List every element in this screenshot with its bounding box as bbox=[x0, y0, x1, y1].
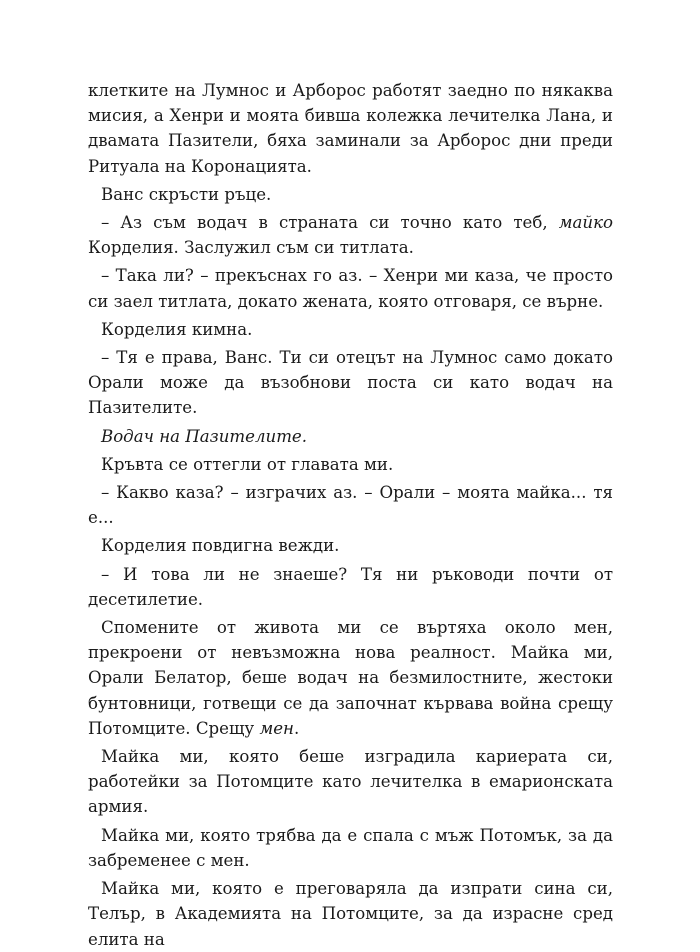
text-segment: – Какво каза? – изграчих аз. – Орали – моята майка... тя е... bbox=[88, 483, 613, 528]
italic-text-segment: мен bbox=[259, 718, 294, 738]
paragraph bbox=[88, 480, 613, 530]
text-segment: Майка ми, която беше изградила кариерата си, работейки за Потомците като лечителка в емарионската армия. bbox=[88, 747, 613, 817]
text-segment: Корделия. Заслужил съм си титлата. bbox=[88, 238, 414, 258]
paragraph bbox=[88, 823, 613, 873]
paragraph bbox=[88, 452, 613, 477]
text-segment: – Аз съм водач в страната си точно като теб, bbox=[101, 213, 559, 233]
paragraph bbox=[88, 615, 613, 741]
paragraph bbox=[88, 744, 613, 820]
text-segment: . bbox=[293, 718, 300, 738]
text-segment: – Така ли? – прекъснах го аз. – Хенри ми каза, че просто си заел титлата, докато жената, която отговаря, се върне. bbox=[88, 266, 613, 311]
paragraph bbox=[88, 345, 613, 421]
text-segment: Корделия повдигна вежди. bbox=[101, 536, 340, 556]
paragraph bbox=[88, 210, 613, 260]
book-page-body bbox=[88, 78, 613, 952]
text-segment: Корделия кимна. bbox=[101, 319, 253, 339]
text-segment: Ванс скръсти ръце. bbox=[101, 184, 272, 204]
text-segment: Майка ми, която е преговаряла да изпрати сина си, Телър, в Академията на Потомците, за да израсне сред елита на bbox=[88, 879, 613, 949]
italic-text-segment: майко bbox=[558, 213, 613, 233]
paragraph bbox=[88, 182, 613, 207]
text-segment: Майка ми, която трябва да е спала с мъж Потомък, за да забременее с мен. bbox=[88, 825, 613, 870]
text-segment: – И това ли не знаеше? Тя ни ръководи почти от десетилетие. bbox=[88, 564, 613, 609]
text-segment: Спомените от живота ми се въртяха около мен, прекроени от невъзможна нова реалност. Майка ми, Орали Белатор, беше водач на безмилостните, жестоки бунтовници, готвещи се да започнат кървава война срещу Потомците. Срещу bbox=[88, 618, 613, 738]
text-segment: клетките на Лумнос и Арборос работят заедно по някаква мисия, а Хенри и моята бивша колежка лечителка Лана, и двамата Пазители, бяха заминали за Арборос дни преди Ритуала на Коронацията. bbox=[88, 81, 613, 176]
text-segment: – Тя е права, Ванс. Ти си отецът на Лумнос само докато Орали може да възобнови поста си като водач на Пазителите. bbox=[88, 348, 613, 418]
paragraph bbox=[88, 876, 613, 952]
paragraph bbox=[88, 78, 613, 179]
paragraph bbox=[88, 424, 613, 449]
italic-text-segment: Водач на Пазителите. bbox=[101, 426, 308, 446]
paragraph bbox=[88, 533, 613, 558]
paragraph bbox=[88, 263, 613, 313]
paragraph bbox=[88, 562, 613, 612]
text-segment: Кръвта се оттегли от главата ми. bbox=[101, 454, 394, 474]
paragraph bbox=[88, 317, 613, 342]
